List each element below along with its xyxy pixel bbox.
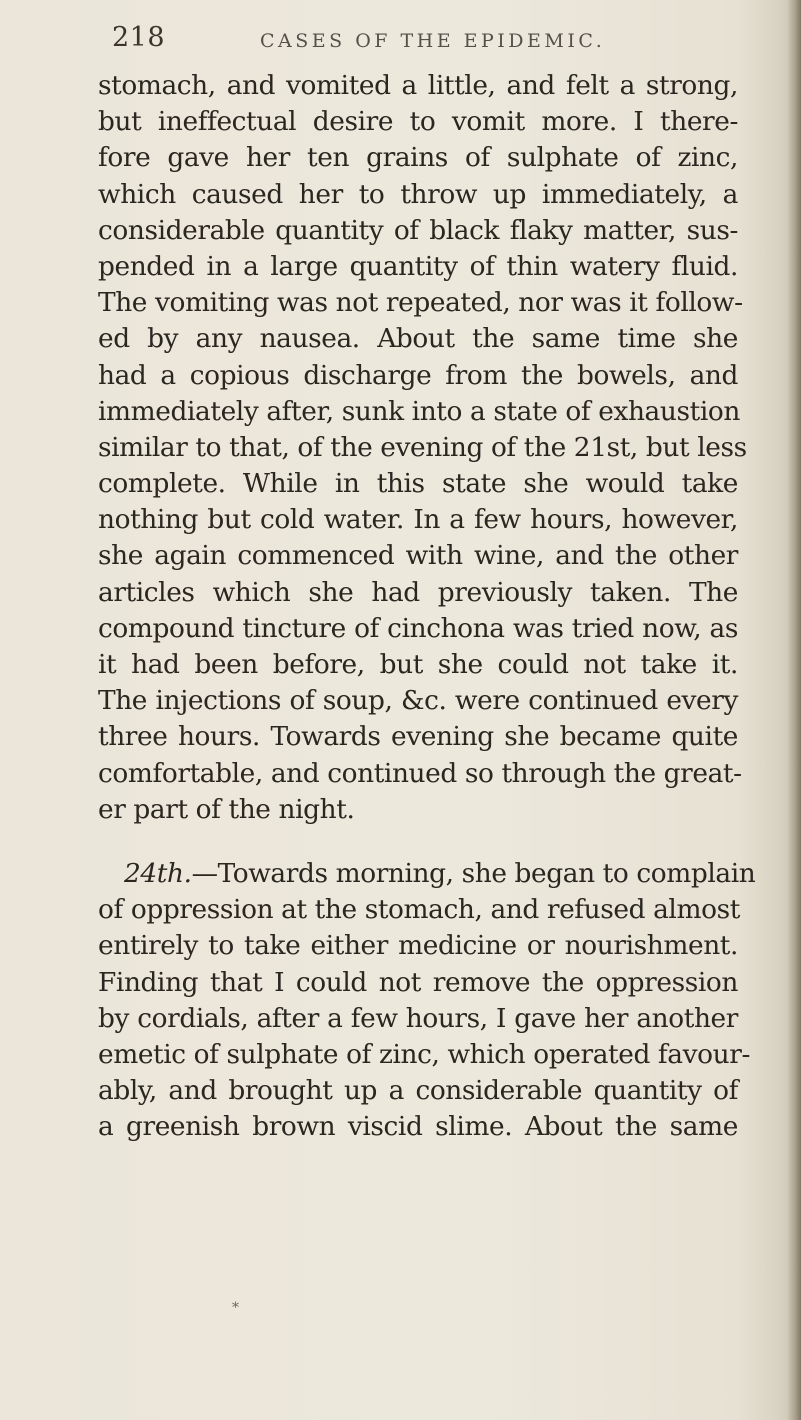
body-text [98,68,756,1145]
page-number: 218 [112,22,166,53]
text-line: by cordials, after a few hours, I gave her another [98,1002,738,1034]
date-label: 24th. [124,857,192,889]
text-line: had a copious discharge from the bowels, and [98,359,738,391]
text-line: ed by any nausea. About the same time she [98,323,738,355]
text-line: but ineffectual desire to vomit more. I there- [98,106,738,138]
running-head-title: CASES OF THE EPIDEMIC. [260,30,606,52]
text-line-rest: —Towards morning, she began to complain [191,857,756,889]
text-line: Finding that I could not remove the oppression [98,966,738,998]
text-line: pended in a large quantity of thin watery fluid. [98,250,738,282]
text-line: articles which she had previously taken. The [98,576,738,608]
text-line: stomach, and vomited a little, and felt a strong, [98,70,738,101]
text-line: complete. While in this state she would take [98,468,738,500]
running-head [112,22,732,62]
text-line: nothing but cold water. In a few hours, however, [98,504,738,536]
text-line: ably, and brought up a considerable quantity of [98,1075,738,1107]
text-line: compound tincture of cinchona was tried now, as [98,612,738,644]
page-edge-shadow [787,0,801,1420]
text-line: similar to that, of the evening of the 21st, but less [98,431,747,463]
paragraph-1 [98,68,747,828]
text-line: immediately after, sunk into a state of exhaustion [98,395,740,427]
text-line: comfortable, and continued so through the great- [98,757,742,789]
text-line: it had been before, but she could not take it. [98,649,738,680]
text-line: which caused her to throw up immediately, a [98,178,738,210]
paragraph-2 [98,856,756,1146]
text-line: emetic of sulphate of zinc, which operated favour- [98,1038,750,1070]
text-line: fore gave her ten grains of sulphate of zinc, [98,142,738,174]
text-line: considerable quantity of black flaky matter, sus- [98,214,738,246]
text-line: of oppression at the stomach, and refused almost [98,894,740,926]
text-line: The injections of soup, &c. were continued every [98,685,738,717]
text-line-dated [98,856,756,892]
paragraph-gap [98,828,738,856]
text-line: a greenish brown viscid slime. About the same [98,1111,738,1143]
stray-mark: * [232,1300,239,1316]
text-line: er part of the night. [98,793,355,825]
text-line: The vomiting was not repeated, nor was it follow- [98,287,743,319]
text-line: she again commenced with wine, and the other [98,540,738,572]
text-line: three hours. Towards evening she became quite [98,721,738,753]
text-line: entirely to take either medicine or nourishment. [98,930,738,962]
